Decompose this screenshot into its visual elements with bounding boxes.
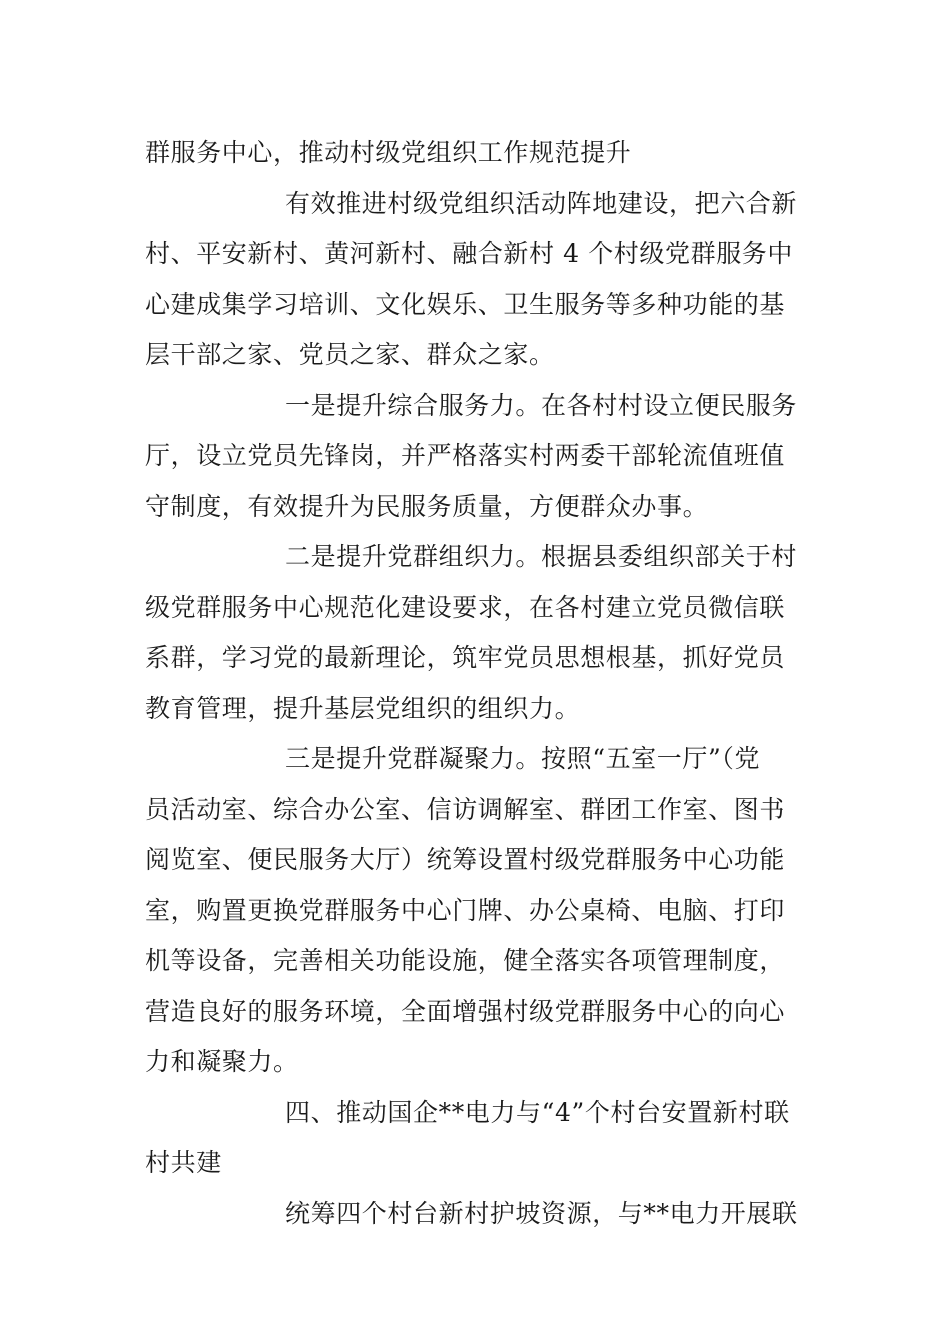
paragraph-point-3 [145,734,810,1088]
text-line: 力和凝聚力。 [145,1047,299,1076]
text-line: 机等设备，完善相关功能设施，健全落实各项管理制度， [145,946,786,975]
paragraph-point-2 [145,532,810,734]
text-line: 二是提升党群组织力。根据县委组织部关于村 [285,542,798,571]
text-line: 阅览室、便民服务大厅）统筹设置村级党群服务中心功能 [145,845,786,874]
text-line: 群服务中心，推动村级党组织工作规范提升 [145,138,632,167]
text-line: 营造良好的服务环境，全面增强村级党群服务中心的向心 [145,996,786,1026]
text-line: 级党群服务中心规范化建设要求，在各村建立党员微信联 [145,592,786,622]
text-line: 系群，学习党的最新理论，筑牢党员思想根基，抓好党员 [145,643,786,672]
heading-continuation [145,128,810,179]
document-body [145,128,810,1239]
paragraph-section-4 [145,1189,810,1240]
text-line: 四、推动国企**电力与“4”个村台安置新村联 [285,1097,790,1127]
paragraph-intro [145,179,810,381]
text-line: 层干部之家、党员之家、群众之家。 [145,340,555,369]
text-line: 员活动室、综合办公室、信访调解室、群团工作室、图书 [145,794,786,824]
text-line: 室，购置更换党群服务中心门牌、办公桌椅、电脑、打印 [145,895,786,925]
text-line: 守制度，有效提升为民服务质量，方便群众办事。 [145,491,709,521]
text-line: 有效推进村级党组织活动阵地建设，把六合新 [285,188,798,218]
text-line: 心建成集学习培训、文化娱乐、卫生服务等多种功能的基 [145,289,786,319]
text-line: 村共建 [145,1148,222,1177]
text-line: 村、平安新村、黄河新村、融合新村 4 个村级党群服务中 [145,239,794,268]
text-line: 教育管理，提升基层党组织的组织力。 [145,693,581,723]
paragraph-point-1 [145,381,810,533]
text-line: 一是提升综合服务力。在各村村设立便民服务 [285,390,798,420]
section-heading-4 [145,1088,810,1189]
text-line: 统筹四个村台新村护坡资源，与**电力开展联 [285,1198,798,1228]
text-line: 三是提升党群凝聚力。按照“五室一厅”（党 [285,744,761,773]
text-line: 厅，设立党员先锋岗，并严格落实村两委干部轮流值班值 [145,441,786,470]
